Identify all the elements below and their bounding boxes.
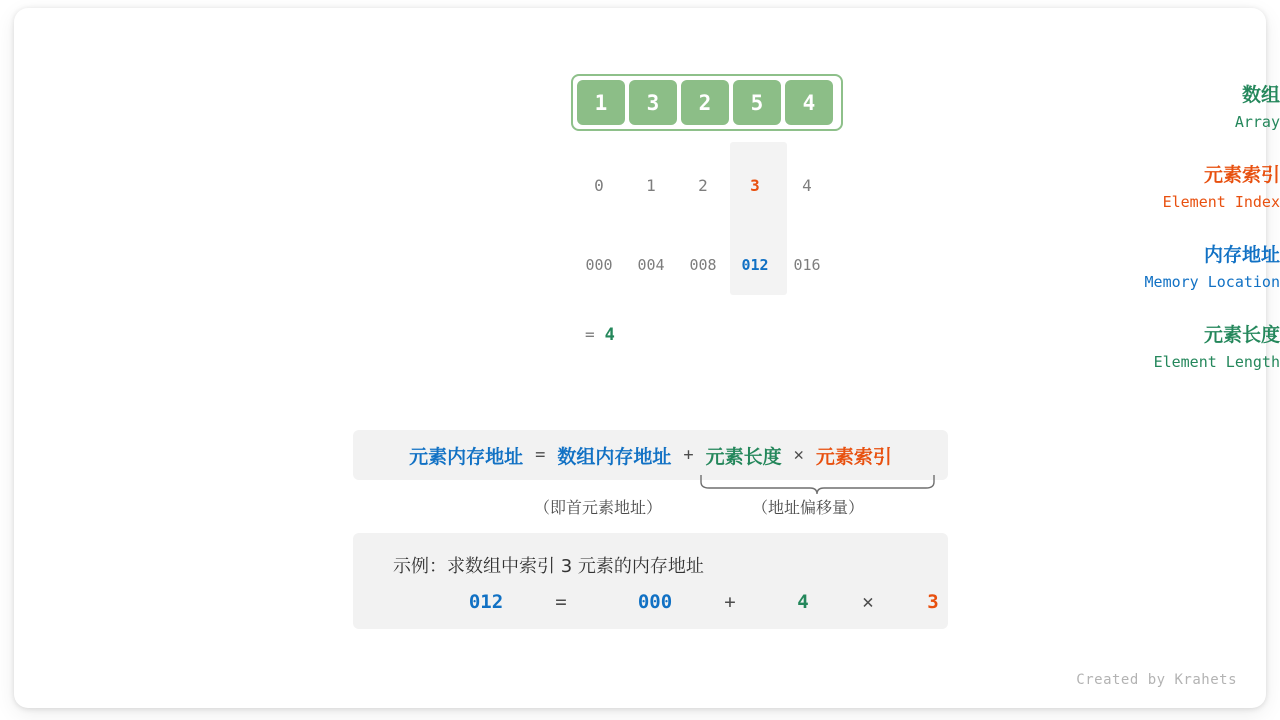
example-result: 012 (468, 591, 504, 613)
address-value: 008 (689, 256, 717, 274)
index-label-en: Element Index (1162, 193, 1280, 211)
address-label-en: Memory Location (1144, 273, 1280, 291)
array-cell: 5 (733, 80, 781, 125)
example-times: ✕ (862, 591, 874, 613)
array-box (571, 74, 843, 131)
formula-times: ✕ (793, 445, 804, 465)
address-value-highlighted: 012 (741, 256, 769, 274)
formula-plus: + (683, 445, 694, 465)
offset-brace (700, 474, 935, 496)
formula-target: 元素内存地址 (409, 445, 524, 468)
formula-base-address: 数组内存地址 (557, 445, 672, 468)
address-values-row (571, 256, 843, 274)
array-cell: 1 (577, 80, 625, 125)
element-length-equals: = (585, 325, 595, 344)
length-label-en: Element Length (1153, 353, 1280, 371)
index-value: 4 (802, 176, 812, 195)
array-label-en: Array (1234, 113, 1280, 131)
example-element-length: 4 (797, 591, 809, 613)
example-plus: + (724, 591, 736, 613)
array-cell: 2 (681, 80, 729, 125)
example-base-address: 000 (637, 591, 673, 613)
array-row-label (980, 80, 1280, 131)
array-cell: 4 (785, 80, 833, 125)
note-offset: （地址偏移量） (752, 498, 865, 517)
example-box (353, 533, 948, 629)
address-value: 004 (637, 256, 665, 274)
example-title: 示例：求数组中索引 3 元素的内存地址 (393, 556, 704, 577)
index-row-label (980, 160, 1280, 211)
address-label-cn: 内存地址 (1203, 244, 1280, 266)
index-value: 2 (698, 176, 708, 195)
index-label-cn: 元素索引 (1203, 164, 1280, 186)
example-equals: = (555, 591, 567, 613)
element-length-value-row (585, 325, 615, 345)
array-label-cn: 数组 (1241, 84, 1280, 106)
array-cell: 3 (629, 80, 677, 125)
credit-text: Created by Krahets (1076, 672, 1237, 688)
address-value: 000 (585, 256, 613, 274)
address-row-label (980, 240, 1280, 291)
example-element-index: 3 (927, 591, 939, 613)
formula-element-length: 元素长度 (705, 445, 782, 468)
element-length-value: 4 (604, 325, 615, 345)
note-base-address: （即首元素地址） (534, 498, 663, 517)
formula-box (353, 430, 948, 480)
index-value-highlighted: 3 (750, 176, 760, 195)
formula-equals: = (535, 445, 546, 465)
length-row-label (980, 320, 1280, 371)
address-value: 016 (793, 256, 821, 274)
index-value: 1 (646, 176, 656, 195)
index-value: 0 (594, 176, 604, 195)
formula-element-index: 元素索引 (815, 445, 892, 468)
length-label-cn: 元素长度 (1203, 324, 1280, 346)
index-values-row (571, 176, 843, 195)
